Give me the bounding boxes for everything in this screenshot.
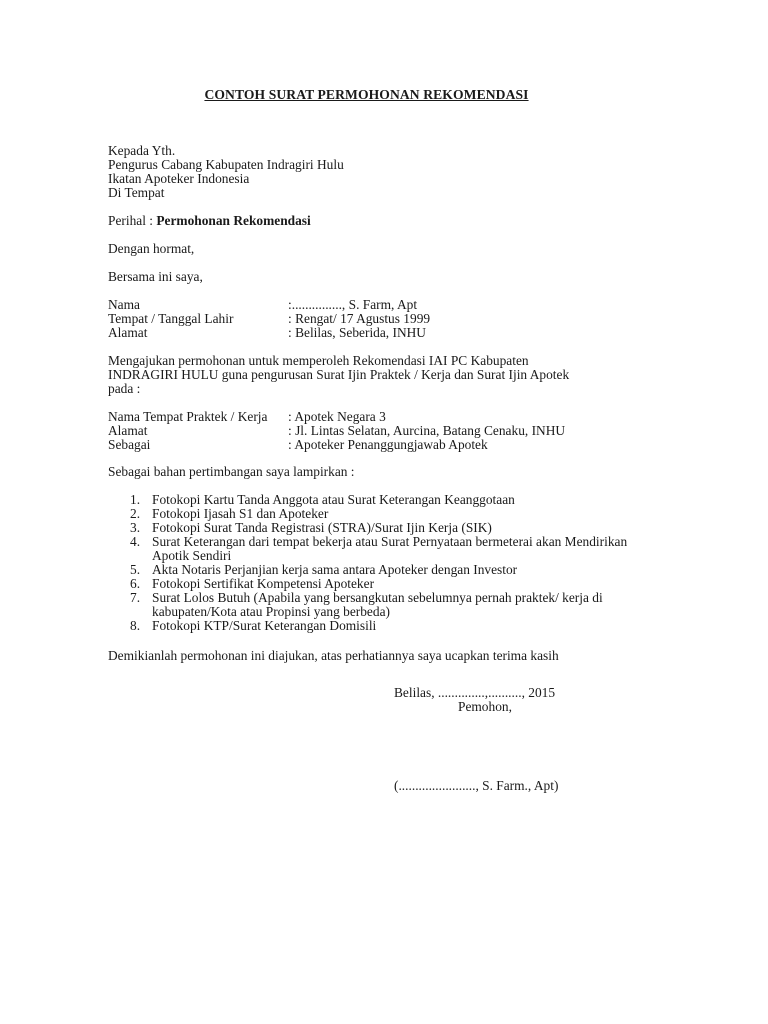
item-text: Akta Notaris Perjanjian kerja sama antara Apoteker dengan Investor [152,562,518,577]
item-text: Surat Keterangan dari tempat bekerja atau Surat Pernyataan bermeterai akan Mendirikan Apotik Sendiri [152,534,628,563]
letter-title: CONTOH SURAT PERMOHONAN REKOMENDASI [204,87,529,102]
list-item [108,577,632,591]
item-number: 7. [130,590,141,605]
signer-name: (......................., S. Farm., Apt) [394,778,559,793]
item-number: 5. [130,562,141,577]
item-text: Fotokopi Ijasah S1 dan Apoteker [152,506,329,521]
field-key: Sebagai [108,437,151,452]
list-item [108,563,632,577]
list-item [108,507,632,521]
list-item [108,535,632,563]
applicant-row [108,326,430,340]
list-item [108,493,632,507]
list-item [108,591,632,619]
field-key: Alamat [108,423,148,438]
list-item [108,521,632,535]
field-value: : Jl. Lintas Selatan, Aurcina, Batang Cenaku, INHU [288,423,566,438]
item-number: 4. [130,534,141,549]
item-text: Fotokopi Surat Tanda Registrasi (STRA)/Surat Ijin Kerja (SIK) [152,520,492,535]
field-key: Nama Tempat Praktek / Kerja [108,409,268,424]
practice-row [108,424,565,438]
field-value: : Rengat/ 17 Agustus 1999 [288,311,431,326]
signer-role: Pemohon, [458,699,512,714]
attachments-intro: Sebagai bahan pertimbangan saya lampirkan : [108,464,355,479]
request-line: pada : [108,381,141,396]
recipient-line: Di Tempat [108,185,165,200]
list-item [108,619,632,633]
intro: Bersama ini saya, [108,269,203,284]
applicant-row [108,312,430,326]
item-text: Fotokopi Sertifikat Kompetensi Apoteker [152,576,375,591]
item-text: Surat Lolos Butuh (Apabila yang bersangkutan sebelumnya pernah praktek/ kerja di kabupaten/Kota atau Propinsi yang berbeda) [152,590,603,619]
field-value: : Apoteker Penanggungjawab Apotek [288,437,488,452]
subject-label: Perihal : [108,213,157,228]
applicant-details [108,298,430,340]
request-line: INDRAGIRI HULU guna pengurusan Surat Ijin Praktek / Kerja dan Surat Ijin Apotek [108,367,570,382]
subject-value: Permohonan Rekomendasi [156,213,311,228]
subject-line [108,214,311,228]
recipient-block [108,144,344,200]
recipient-line: Kepada Yth. [108,143,176,158]
field-value: : Apotek Negara 3 [288,409,386,424]
item-number: 1. [130,492,141,507]
applicant-row [108,298,430,312]
item-number: 6. [130,576,141,591]
practice-details [108,410,565,452]
practice-row [108,438,565,452]
field-key: Nama [108,297,140,312]
recipient-line: Pengurus Cabang Kabupaten Indragiri Hulu [108,157,344,172]
item-number: 8. [130,618,141,633]
item-text: Fotokopi Kartu Tanda Anggota atau Surat Keterangan Keanggotaan [152,492,515,507]
greeting: Dengan hormat, [108,241,195,256]
item-number: 2. [130,506,141,521]
place-date: Belilas, ..............,.........., 2015 [394,685,556,700]
closing-sentence: Demikianlah permohonan ini diajukan, atas perhatiannya saya ucapkan terima kasih [108,648,559,663]
attachments-list [108,493,632,633]
field-value: : Belilas, Seberida, INHU [288,325,426,340]
request-paragraph [108,354,569,396]
request-line: Mengajukan permohonan untuk memperoleh Rekomendasi IAI PC Kabupaten [108,353,529,368]
field-value: :..............., S. Farm, Apt [288,297,418,312]
recipient-line: Ikatan Apoteker Indonesia [108,171,250,186]
item-number: 3. [130,520,141,535]
field-key: Tempat / Tanggal Lahir [108,311,234,326]
field-key: Alamat [108,325,148,340]
practice-row [108,410,565,424]
item-text: Fotokopi KTP/Surat Keterangan Domisili [152,618,377,633]
